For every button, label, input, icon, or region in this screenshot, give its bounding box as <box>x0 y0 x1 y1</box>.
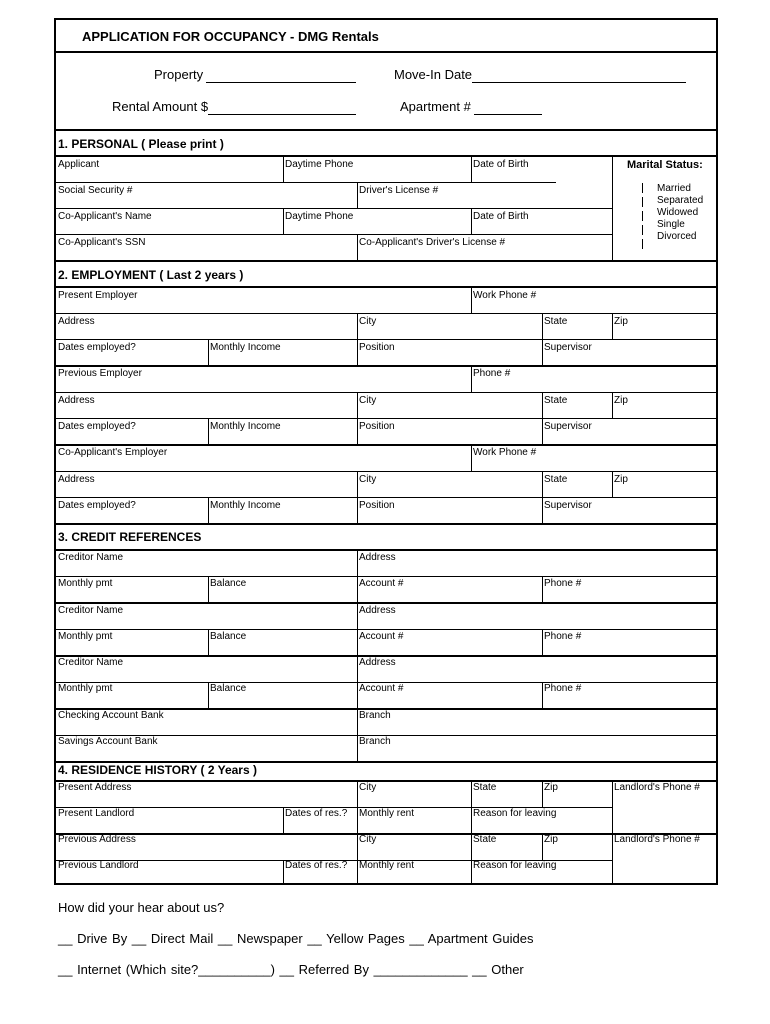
monthly-pmt-label[interactable]: Monthly pmt <box>58 578 113 589</box>
marital-option-married: Married <box>657 183 691 194</box>
co-applicant-name-label[interactable]: Co-Applicant's Name <box>58 211 152 222</box>
position-label[interactable]: Position <box>359 500 395 511</box>
application-form <box>54 18 718 885</box>
creditor-name-label[interactable]: Creditor Name <box>58 552 124 563</box>
apartment-label: Apartment # <box>400 99 471 114</box>
state-label[interactable]: State <box>473 782 497 793</box>
zip-label[interactable]: Zip <box>614 316 628 327</box>
present-landlord-label[interactable]: Present Landlord <box>58 808 135 819</box>
state-label[interactable]: State <box>544 395 568 406</box>
section-residence-heading: 4. RESIDENCE HISTORY ( 2 Years ) <box>58 763 257 777</box>
separated-checkbox[interactable] <box>642 197 643 207</box>
reason-for-leaving-label[interactable]: Reason for leaving <box>473 860 557 871</box>
zip-label[interactable]: Zip <box>614 395 628 406</box>
work-phone-label[interactable]: Work Phone # <box>473 290 537 301</box>
previous-employer-label[interactable]: Previous Employer <box>58 368 142 379</box>
supervisor-label[interactable]: Supervisor <box>544 342 592 353</box>
city-label[interactable]: City <box>359 395 377 406</box>
rental-amount-field[interactable] <box>208 114 356 115</box>
address-label[interactable]: Address <box>58 395 95 406</box>
marital-option-separated: Separated <box>657 195 704 206</box>
social-security-label[interactable]: Social Security # <box>58 185 133 196</box>
checking-bank-label[interactable]: Checking Account Bank <box>58 710 164 721</box>
zip-label[interactable]: Zip <box>544 782 558 793</box>
phone-label[interactable]: Phone # <box>473 368 511 379</box>
co-applicant-employer-label[interactable]: Co-Applicant's Employer <box>58 447 168 458</box>
state-label[interactable]: State <box>473 834 497 845</box>
creditor-name-label[interactable]: Creditor Name <box>58 605 124 616</box>
address-label[interactable]: Address <box>58 474 95 485</box>
present-employer-label[interactable]: Present Employer <box>58 290 138 301</box>
dates-of-res-label[interactable]: Dates of res.? <box>285 860 348 871</box>
dates-employed-label[interactable]: Dates employed? <box>58 342 136 353</box>
monthly-rent-label[interactable]: Monthly rent <box>359 860 415 871</box>
divider <box>56 129 716 131</box>
creditor-phone-label[interactable]: Phone # <box>544 683 582 694</box>
dates-of-res-label[interactable]: Dates of res.? <box>285 808 348 819</box>
divider <box>56 260 716 262</box>
dates-employed-label[interactable]: Dates employed? <box>58 421 136 432</box>
supervisor-label[interactable]: Supervisor <box>544 500 592 511</box>
savings-branch-label[interactable]: Branch <box>359 736 391 747</box>
co-date-of-birth-label[interactable]: Date of Birth <box>473 211 529 222</box>
move-in-field[interactable] <box>472 82 686 83</box>
state-label[interactable]: State <box>544 474 568 485</box>
form-title: APPLICATION FOR OCCUPANCY - DMG Rentals <box>82 29 379 44</box>
city-label[interactable]: City <box>359 782 377 793</box>
marital-option-widowed: Widowed <box>657 207 699 218</box>
account-label[interactable]: Account # <box>359 578 404 589</box>
widowed-checkbox[interactable] <box>642 211 643 221</box>
zip-label[interactable]: Zip <box>544 834 558 845</box>
monthly-pmt-label[interactable]: Monthly pmt <box>58 683 113 694</box>
previous-landlord-label[interactable]: Previous Landlord <box>58 860 139 871</box>
referral-options-line2[interactable]: __ Internet (Which site?__________) __ Referred By _____________ __ Other <box>58 962 524 977</box>
address-label[interactable]: Address <box>58 316 95 327</box>
account-label[interactable]: Account # <box>359 683 404 694</box>
work-phone-label[interactable]: Work Phone # <box>473 447 537 458</box>
divider <box>56 523 716 525</box>
creditor-address-label[interactable]: Address <box>359 657 396 668</box>
single-checkbox[interactable] <box>642 225 643 235</box>
city-label[interactable]: City <box>359 474 377 485</box>
creditor-address-label[interactable]: Address <box>359 552 396 563</box>
referral-question: How did your hear about us? <box>58 900 225 915</box>
creditor-phone-label[interactable]: Phone # <box>544 631 582 642</box>
referral-options-line1[interactable]: __ Drive By __ Direct Mail __ Newspaper __ Yellow Pages __ Apartment Guides <box>58 931 534 946</box>
drivers-license-label[interactable]: Driver's License # <box>359 185 439 196</box>
date-of-birth-label[interactable]: Date of Birth <box>473 159 529 170</box>
supervisor-label[interactable]: Supervisor <box>544 421 592 432</box>
landlord-phone-label[interactable]: Landlord's Phone # <box>614 782 700 793</box>
rental-amount-label: Rental Amount $ <box>112 99 209 114</box>
monthly-rent-label[interactable]: Monthly rent <box>359 808 415 819</box>
section-credit-heading: 3. CREDIT REFERENCES <box>58 530 202 544</box>
zip-label[interactable]: Zip <box>614 474 628 485</box>
state-label[interactable]: State <box>544 316 568 327</box>
property-label: Property <box>154 67 204 82</box>
section-employment-heading: 2. EMPLOYMENT ( Last 2 years ) <box>58 268 244 282</box>
divider <box>56 155 716 157</box>
creditor-phone-label[interactable]: Phone # <box>544 578 582 589</box>
savings-bank-label[interactable]: Savings Account Bank <box>58 736 158 747</box>
monthly-income-label[interactable]: Monthly Income <box>210 421 281 432</box>
balance-label[interactable]: Balance <box>210 631 247 642</box>
checking-branch-label[interactable]: Branch <box>359 710 391 721</box>
co-applicant-ssn-label[interactable]: Co-Applicant's SSN <box>58 237 146 248</box>
divorced-checkbox[interactable] <box>642 239 643 249</box>
move-in-label: Move-In Date <box>394 67 473 82</box>
marital-status-label: Marital Status: <box>627 159 703 171</box>
creditor-address-label[interactable]: Address <box>359 605 396 616</box>
account-label[interactable]: Account # <box>359 631 404 642</box>
divider <box>56 549 716 551</box>
applicant-label[interactable]: Applicant <box>58 159 100 170</box>
property-field[interactable] <box>206 82 356 83</box>
monthly-income-label[interactable]: Monthly Income <box>210 342 281 353</box>
landlord-phone-label[interactable]: Landlord's Phone # <box>614 834 700 845</box>
co-drivers-license-label[interactable]: Co-Applicant's Driver's License # <box>359 237 506 248</box>
apartment-field[interactable] <box>474 114 542 115</box>
creditor-name-label[interactable]: Creditor Name <box>58 657 124 668</box>
monthly-pmt-label[interactable]: Monthly pmt <box>58 631 113 642</box>
co-daytime-phone-label[interactable]: Daytime Phone <box>285 211 354 222</box>
marital-option-divorced: Divorced <box>657 231 697 242</box>
present-address-label[interactable]: Present Address <box>58 782 132 793</box>
previous-address-label[interactable]: Previous Address <box>58 834 136 845</box>
position-label[interactable]: Position <box>359 342 395 353</box>
dates-employed-label[interactable]: Dates employed? <box>58 500 136 511</box>
divider <box>56 286 716 288</box>
position-label[interactable]: Position <box>359 421 395 432</box>
divider <box>56 51 716 53</box>
balance-label[interactable]: Balance <box>210 578 247 589</box>
section-personal-heading: 1. PERSONAL ( Please print ) <box>58 137 224 151</box>
balance-label[interactable]: Balance <box>210 683 247 694</box>
reason-for-leaving-label[interactable]: Reason for leaving <box>473 808 557 819</box>
marital-option-single: Single <box>657 219 685 230</box>
daytime-phone-label[interactable]: Daytime Phone <box>285 159 354 170</box>
married-checkbox[interactable] <box>642 183 643 193</box>
city-label[interactable]: City <box>359 834 377 845</box>
monthly-income-label[interactable]: Monthly Income <box>210 500 281 511</box>
city-label[interactable]: City <box>359 316 377 327</box>
